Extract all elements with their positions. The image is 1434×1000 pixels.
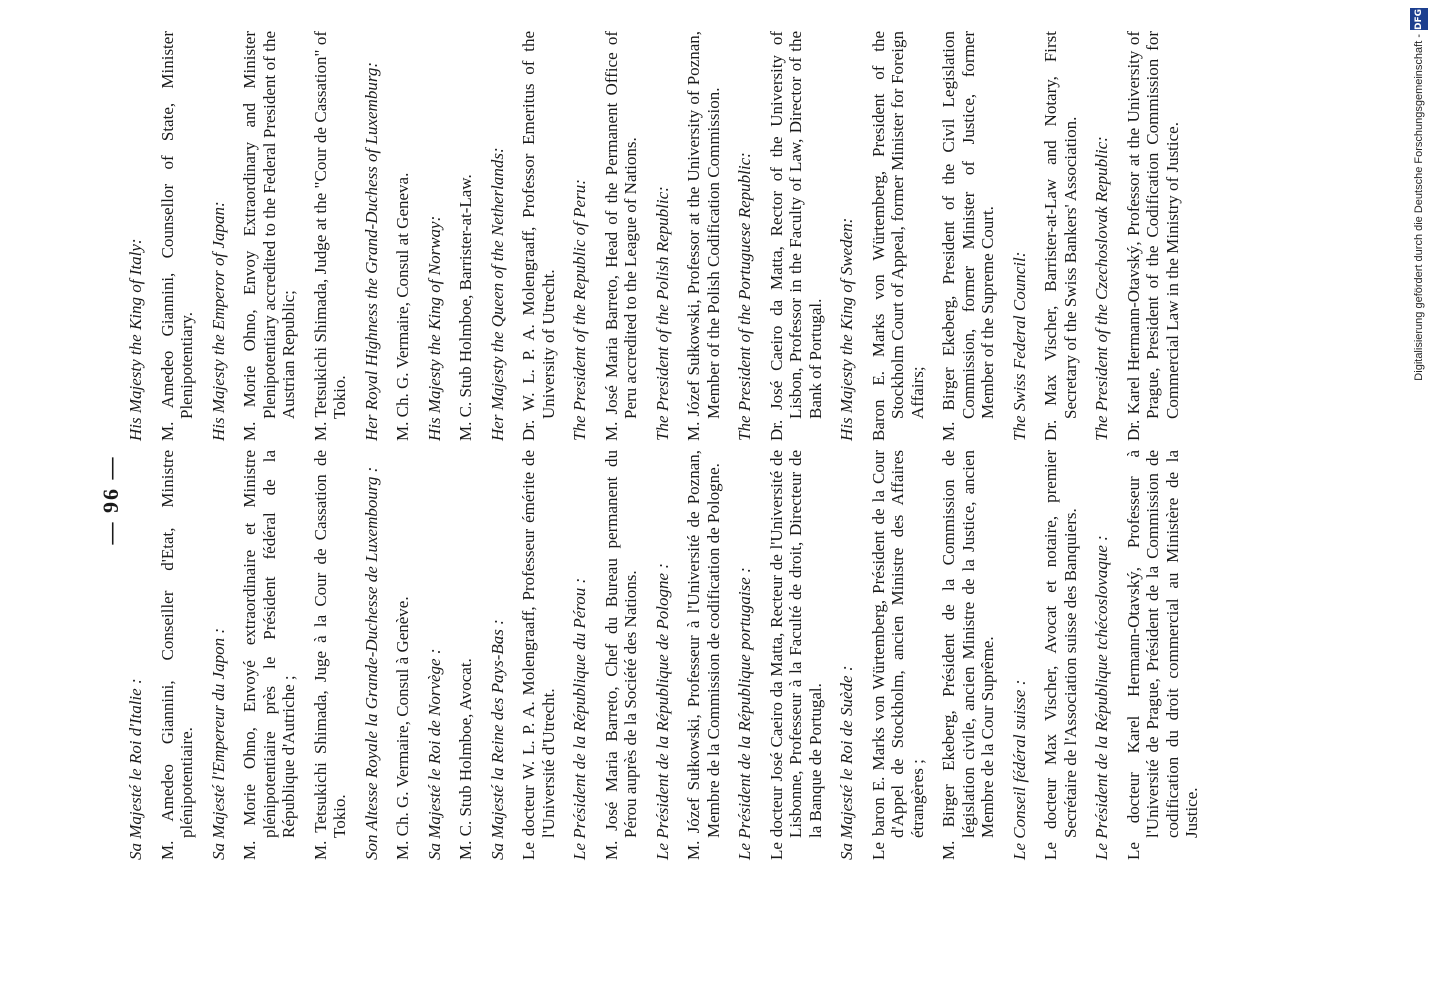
heading-japan-en: His Majesty the Emperor of Japan: xyxy=(208,201,228,441)
dfg-logo-icon: DFG xyxy=(1410,8,1428,30)
heading-peru-en: The President of the Republic of Peru: xyxy=(570,179,589,441)
heading-norway-en: His Majesty the King of Norway: xyxy=(424,215,444,441)
english-column xyxy=(126,31,1194,441)
heading-poland-en: The President of the Polish Republic: xyxy=(652,186,672,441)
delegate-vischer-fr: Le docteur Max Vischer, Avocat et notaire, premier Secrétaire de l'Association suisse des Banquiers. xyxy=(1041,450,1080,860)
delegate-caeiro-da-matta-fr: Le docteur José Caeiro da Matta, Recteur de l'Université de Lisbonne, Professeur à la Faculté de droit, Directeur de la Banque de Portugal. xyxy=(766,450,825,860)
delegate-sulkowski-fr: M. Józef Sułkowski, Professeur à l'Université de Poznan, Membre de la Commission de codification de Pologne. xyxy=(684,450,723,860)
watermark-text: Digitalisierung gefördert durch die Deutsche Forschungsgemeinschaft - xyxy=(1413,34,1425,381)
heading-czech-fr: Le Président de la République tchécoslovaque : xyxy=(1092,535,1111,860)
dfg-watermark xyxy=(1406,8,1432,400)
heading-peru-fr: Le Président de la République du Pérou : xyxy=(570,577,589,860)
delegate-ekeberg-en: M. Birger Ekeberg, President of the Civil Legislation Commission, former Minister of Justice, former Member of the Supreme Court. xyxy=(939,31,997,441)
delegate-caeiro-da-matta-en: Dr. José Caeiro da Matta, Rector of the University of Lisbon, Professor in the Faculty of Law, Director of the Bank of Portugal. xyxy=(766,31,825,441)
delegate-barreto-fr: M. José Maria Barreto, Chef du Bureau permanent du Pérou auprès de la Société des Nations. xyxy=(601,450,640,860)
heading-swiss-en: The Swiss Federal Council: xyxy=(1009,251,1029,441)
delegate-barreto-en: M. José Maria Barreto, Head of the Permanent Office of Peru accredited to the League of Nations. xyxy=(601,31,640,441)
heading-netherlands-en: Her Majesty the Queen of the Netherlands: xyxy=(487,147,507,441)
delegate-hermann-otavsky-fr: Le docteur Karel Hermann-Otavský, Professeur à l'Université de Prague, Président de la Commission de codification du droit commercial au Ministère de la Justice. xyxy=(1123,450,1201,860)
heading-luxembourg-en: Her Royal Highness the Grand-Duchess of Luxemburg: xyxy=(361,62,381,441)
heading-japan-fr: Sa Majesté l'Empereur du Japon : xyxy=(208,628,228,860)
delegate-ekeberg-fr: M. Birger Ekeberg, Président de la Commission de législation civile, ancien Ministre de la Justice, ancien Membre de la Cour Suprême. xyxy=(939,450,997,860)
heading-portugal-en: The President of the Portuguese Republic: xyxy=(735,152,754,441)
heading-netherlands-fr: Sa Majesté la Reine des Pays-Bas : xyxy=(487,619,507,860)
heading-italy-fr: Sa Majesté le Roi d'Italie : xyxy=(126,678,145,860)
heading-sweden-fr: Sa Majesté le Roi de Suède : xyxy=(837,665,856,860)
delegate-giannini-en: M. Amedeo Giannini, Counsellor of State, Minister Plenipotentiary. xyxy=(157,31,196,441)
heading-norway-fr: Sa Majesté le Roi de Norvège : xyxy=(424,648,444,860)
delegate-holmboe-fr: M. C. Stub Holmboe, Avocat. xyxy=(456,658,475,860)
delegate-vermaire-fr: M. Ch. G. Vermaire, Consul à Genève. xyxy=(393,596,412,860)
delegate-marks-von-wurtemberg-en: Baron E. Marks von Würtemberg, President of the Stockholm Court of Appeal, former Minister for Foreign Affairs; xyxy=(868,31,927,441)
delegate-marks-von-wurtemberg-fr: Le baron E. Marks von Würtemberg, Président de la Cour d'Appel de Stockholm, ancien Ministre des Affaires étrangères ; xyxy=(868,450,927,860)
delegate-molengraaff-fr: Le docteur W. L. P. A. Molengraaff, Professeur émérite de l'Université d'Utrecht. xyxy=(519,450,558,860)
delegate-vischer-en: Dr. Max Vischer, Barrister-at-Law and Notary, First Secretary of the Swiss Bankers' Association. xyxy=(1041,31,1080,441)
heading-poland-fr: Le Président de la République de Pologne : xyxy=(652,563,672,860)
page-number: — 96 — xyxy=(98,455,123,545)
delegate-sulkowski-en: M. Józef Sułkowski, Professor at the University of Poznan, Member of the Polish Codification Commission. xyxy=(684,31,723,441)
delegate-vermaire-en: M. Ch. G. Vermaire, Consul at Geneva. xyxy=(393,172,412,441)
delegate-holmboe-en: M. C. Stub Holmboe, Barrister-at-Law. xyxy=(456,174,475,441)
heading-italy-en: His Majesty the King of Italy: xyxy=(126,238,145,441)
french-column xyxy=(126,450,1214,860)
delegate-shimada-fr: M. Tetsukichi Shimada, Juge à la Cour de Cassation de Tokio. xyxy=(310,450,349,860)
delegate-molengraaff-en: Dr. W. L. P. A. Molengraaff, Professor Emeritus of the University of Utrecht. xyxy=(519,31,558,441)
delegate-ohno-en: M. Morie Ohno, Envoy Extraordinary and Minister Plenipotentiary accredited to the Federal President of the Austrian Republic; xyxy=(240,31,298,441)
heading-sweden-en: His Majesty the King of Sweden: xyxy=(837,217,856,441)
delegate-giannini-fr: M. Amedeo Giannini, Conseiller d'Etat, Ministre plénipotentiaire. xyxy=(157,450,196,860)
delegate-shimada-en: M. Tetsukichi Shimada, Judge at the "Cour de Cassation" of Tokio. xyxy=(310,31,349,441)
heading-portugal-fr: Le Président de la République portugaise : xyxy=(735,567,754,860)
delegate-ohno-fr: M. Morie Ohno, Envoyé extraordinaire et Ministre plénipotentiaire près le Président fédéral de la République d'Autriche ; xyxy=(240,450,298,860)
heading-swiss-fr: Le Conseil fédéral suisse : xyxy=(1009,679,1029,860)
heading-czech-en: The President of the Czechoslovak Republic: xyxy=(1092,136,1111,441)
delegate-hermann-otavsky-en: Dr. Karel Hermann-Otavský, Professor at the University of Prague, President of the Codification Commission for Commercial Law in the Ministry of Justice. xyxy=(1123,31,1182,441)
heading-luxembourg-fr: Son Altesse Royale la Grande-Duchesse de Luxembourg : xyxy=(361,466,381,860)
